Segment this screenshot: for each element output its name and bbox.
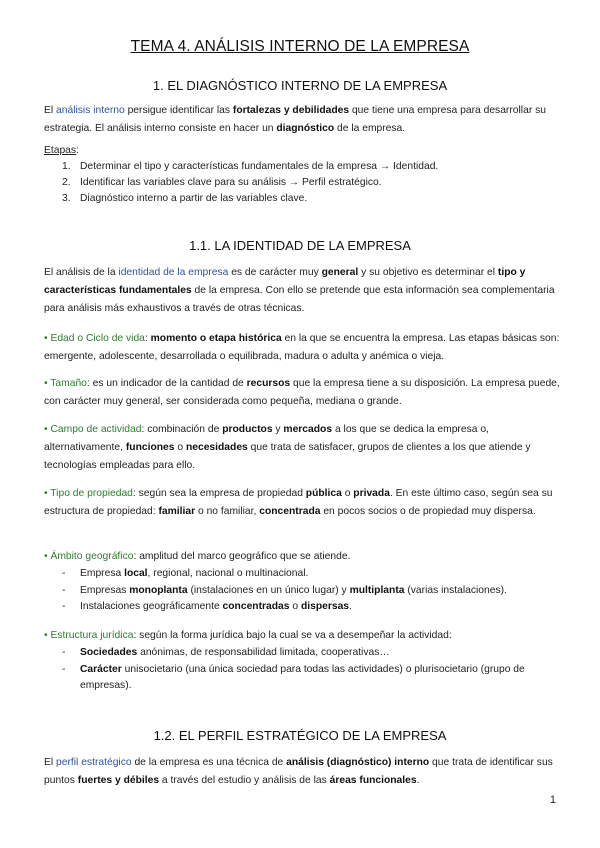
- text: : combinación de: [141, 424, 223, 435]
- term-analisis-diagnostico: análisis (diagnóstico) interno: [286, 757, 430, 768]
- term-diagnostico: diagnóstico: [276, 123, 335, 134]
- paragraph-perfil: [44, 754, 562, 790]
- term-recursos: recursos: [246, 378, 291, 389]
- list-item: [62, 599, 507, 616]
- list-item: [62, 159, 438, 175]
- text: que trata de satisfacer, grupos de clientes a los que atiende y tecnologías empleadas para ello.: [44, 442, 531, 471]
- term-perfil: perfil estratégico: [56, 757, 132, 768]
- text: Empresa: [80, 568, 125, 579]
- estructura-list: [62, 645, 562, 695]
- text: Instalaciones geográficamente: [80, 601, 223, 612]
- term-fortalezas: fortalezas y debilidades: [232, 105, 350, 116]
- list-number: 1.: [62, 161, 71, 172]
- term-sociedades: Sociedades: [80, 647, 138, 658]
- text: que trata de identificar sus puntos: [44, 757, 553, 786]
- list-item: [62, 645, 562, 662]
- term-concentradas: concentradas: [222, 601, 290, 612]
- text: que tiene una empresa para desarrollar su estrategia. El análisis interno consiste en hacer un: [44, 105, 546, 134]
- list-item: [62, 583, 507, 600]
- text: o: [341, 488, 354, 499]
- term-multiplanta: multiplanta: [349, 584, 405, 596]
- etapas-label: [44, 142, 562, 160]
- text: en la que se encuentra la empresa. Las etapas básicas son: emergente, adolescente, desarrollada o equilibrada, madura o adulta y anémica o vieja.: [44, 333, 560, 362]
- text: El: [44, 105, 57, 116]
- paragraph-intro: [44, 102, 562, 138]
- term-tipo: tipo y características fundamentales: [44, 267, 526, 296]
- bullet-estructura: • Estructura jurídica: [44, 630, 134, 641]
- list-number: 3.: [62, 193, 71, 204]
- paragraph-ambito: [44, 548, 562, 566]
- text: o: [289, 601, 301, 612]
- term-local: local: [124, 568, 148, 579]
- list-item: [62, 662, 562, 695]
- text: o: [174, 442, 186, 453]
- page-title: TEMA 4. ANÁLISIS INTERNO DE LA EMPRESA: [130, 38, 470, 55]
- list-item: [62, 566, 507, 583]
- text: : es un indicador de la cantidad de: [86, 378, 247, 389]
- term-identidad: identidad de la empresa: [118, 267, 229, 278]
- paragraph-campo: [44, 421, 562, 475]
- text: que la empresa tiene a su disposición. La empresa puede, con carácter muy general, ser considerada como pequeña, mediana o grande.: [44, 378, 560, 407]
- list-item: [62, 175, 438, 191]
- term-monoplanta: monoplanta: [129, 584, 188, 596]
- text: unisocietario (una única sociedad para todas las actividades) o plurisocietario (grupo de empresas).: [80, 663, 525, 691]
- list-item: [62, 191, 438, 207]
- text: El análisis de la: [44, 267, 119, 278]
- term-necesidades: necesidades: [185, 442, 248, 453]
- term-funciones: funciones: [125, 442, 175, 453]
- term-publica: pública: [305, 488, 342, 499]
- text: a través del estudio y análisis de las: [159, 775, 330, 786]
- term-areas: áreas funcionales: [329, 775, 417, 786]
- dash-marker: -: [62, 584, 66, 596]
- text: : según sea la empresa de propiedad: [132, 488, 306, 499]
- page-number: 1: [549, 794, 556, 806]
- term-privada: privada: [353, 488, 390, 499]
- term-dispersas: dispersas: [300, 601, 350, 612]
- section-heading-1-1: 1.1. LA IDENTIDAD DE LA EMPRESA: [189, 238, 411, 253]
- term-fuertes: fuertes y débiles: [77, 775, 160, 786]
- term-analisis-interno: análisis interno: [56, 105, 125, 116]
- text: : amplitud del marco geográfico que se atiende.: [133, 551, 351, 562]
- section-heading-1-2: 1.2. EL PERFIL ESTRATÉGICO DE LA EMPRESA: [153, 728, 447, 743]
- text: de la empresa es una técnica de: [131, 757, 287, 768]
- text: .: [416, 775, 420, 786]
- text: , regional, nacional o multinacional.: [147, 568, 309, 579]
- text: anónimas, de responsabilidad limitada, cooperativas…: [137, 647, 390, 658]
- text: . En este último caso, según sea su estructura de propiedad:: [44, 488, 553, 517]
- text: de la empresa. Con ello se pretende que esta información sea complementaria para análisis más exhaustivos a través de otras técnicas.: [44, 285, 555, 314]
- paragraph-identidad: [44, 264, 562, 318]
- term-momento: momento o etapa histórica: [150, 333, 282, 344]
- etapas-text: Etapas: [44, 145, 77, 156]
- text: :: [144, 333, 151, 344]
- bullet-edad: • Edad o Ciclo de vida: [44, 333, 145, 344]
- paragraph-tamano: [44, 375, 562, 411]
- term-general: general: [321, 267, 359, 278]
- term-caracter: Carácter: [80, 663, 122, 675]
- term-mercados: mercados: [283, 424, 333, 435]
- text: persigue identificar las: [124, 105, 233, 116]
- text: :: [76, 145, 79, 156]
- text: (instalaciones en un único lugar) y: [187, 584, 350, 596]
- etapas-list: [62, 159, 438, 207]
- text: de la empresa.: [334, 123, 406, 134]
- paragraph-edad: [44, 330, 562, 366]
- dash-marker: -: [62, 601, 66, 612]
- text: es de carácter muy: [228, 267, 322, 278]
- paragraph-tipo: [44, 485, 562, 521]
- term-familiar: familiar: [158, 506, 196, 517]
- dash-marker: -: [62, 647, 66, 658]
- text: : según la forma jurídica bajo la cual se va a desempeñar la actividad:: [133, 630, 452, 641]
- term-productos: productos: [222, 424, 273, 435]
- dash-marker: -: [62, 568, 66, 579]
- bullet-tipo: • Tipo de propiedad: [44, 488, 133, 499]
- list-text: Determinar el tipo y características fundamentales de la empresa → Identidad.: [80, 161, 439, 172]
- text: en pocos socios o de propiedad muy dispersa.: [320, 506, 536, 517]
- text: (varias instalaciones).: [404, 584, 507, 596]
- text: .: [349, 601, 352, 612]
- text: y: [272, 424, 284, 435]
- bullet-campo: • Campo de actividad: [44, 424, 142, 435]
- ambito-list: [62, 566, 507, 616]
- term-concentrada: concentrada: [259, 506, 321, 517]
- dash-marker: -: [62, 663, 66, 675]
- paragraph-estructura: [44, 627, 562, 645]
- text: Empresas: [80, 584, 130, 596]
- text: o no familiar,: [195, 506, 260, 517]
- bullet-ambito: • Ámbito geográfico: [44, 551, 134, 562]
- list-text: [80, 662, 562, 695]
- list-text: Identificar las variables clave para su análisis → Perfil estratégico.: [80, 177, 382, 188]
- list-text: Diagnóstico interno a partir de las variables clave.: [80, 193, 308, 204]
- text: y su objetivo es determinar el: [358, 267, 498, 278]
- section-heading-1: 1. EL DIAGNÓSTICO INTERNO DE LA EMPRESA: [152, 78, 448, 93]
- text: a los que se dedica la empresa o, alternativamente,: [44, 424, 489, 453]
- list-number: 2.: [62, 177, 71, 188]
- text: El: [44, 757, 57, 768]
- bullet-tamano: • Tamaño: [44, 378, 87, 389]
